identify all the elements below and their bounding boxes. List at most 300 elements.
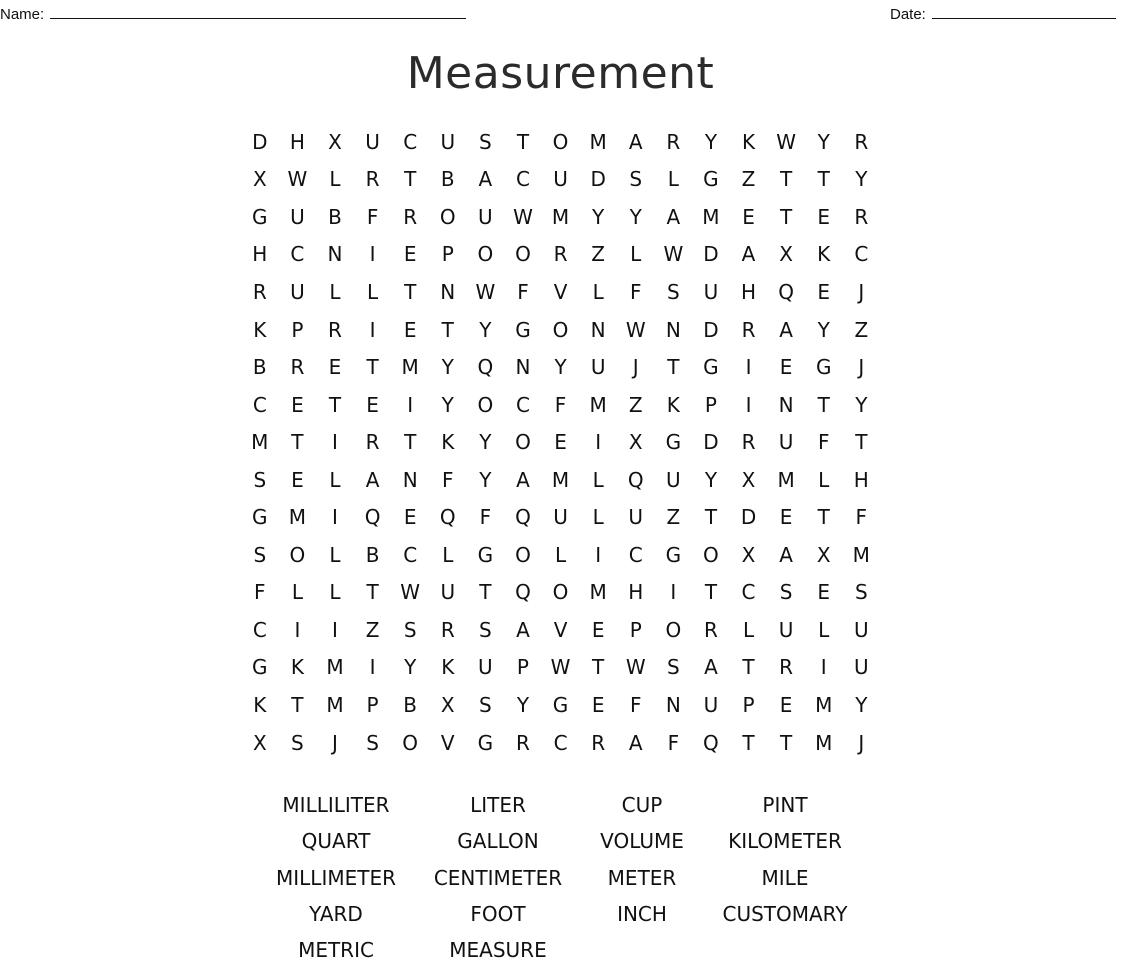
- grid-letter: U: [478, 204, 493, 229]
- grid-letter: I: [294, 617, 301, 642]
- grid-letter: O: [477, 392, 494, 417]
- grid-letter: U: [853, 655, 869, 680]
- grid-letter: L: [329, 467, 341, 492]
- grid-letter: Z: [591, 242, 605, 267]
- grid-letter: U: [628, 505, 644, 530]
- grid-letter: L: [818, 617, 830, 642]
- grid-letter: R: [252, 279, 267, 304]
- word-bank-item: VOLUME: [600, 829, 684, 854]
- grid-letter: F: [254, 580, 266, 605]
- grid-letter: C: [403, 542, 418, 567]
- grid-letter: U: [553, 167, 568, 192]
- grid-letter: O: [477, 242, 494, 267]
- grid-letter: G: [515, 317, 531, 342]
- grid-letter: F: [517, 279, 529, 304]
- grid-letter: V: [440, 730, 455, 755]
- grid-letter: K: [290, 655, 304, 680]
- grid-letter: Z: [854, 317, 869, 342]
- name-label: Name:: [0, 6, 45, 23]
- grid-letter: E: [817, 279, 831, 304]
- grid-letter: Q: [703, 730, 719, 755]
- grid-letter: R: [779, 655, 794, 680]
- grid-letter: X: [252, 167, 267, 192]
- grid-letter: K: [741, 129, 756, 154]
- grid-letter: B: [328, 204, 342, 229]
- grid-letter: S: [366, 730, 379, 755]
- grid-letter: A: [365, 467, 380, 492]
- grid-letter: F: [817, 430, 830, 455]
- grid-letter: F: [479, 505, 492, 530]
- grid-letter: C: [252, 392, 267, 417]
- word-bank-item: METRIC: [298, 938, 374, 963]
- grid-letter: F: [667, 730, 680, 755]
- grid-letter: R: [591, 730, 606, 755]
- grid-letter: R: [365, 430, 380, 455]
- grid-letter: I: [670, 580, 677, 605]
- grid-letter: T: [441, 317, 454, 342]
- grid-letter: I: [745, 355, 752, 380]
- grid-letter: I: [332, 617, 338, 642]
- grid-letter: E: [779, 355, 793, 380]
- grid-letter: Q: [778, 279, 794, 304]
- grid-letter: I: [595, 542, 602, 567]
- grid-letter: F: [554, 392, 567, 417]
- grid-letter: K: [253, 692, 267, 717]
- grid-letter: G: [252, 204, 268, 229]
- grid-letter: D: [590, 167, 606, 192]
- grid-letter: X: [328, 129, 342, 154]
- grid-letter: N: [590, 317, 606, 342]
- grid-letter: T: [704, 580, 718, 605]
- grid-letter: V: [553, 279, 568, 304]
- word-bank-item: INCH: [617, 902, 667, 927]
- grid-letter: R: [666, 129, 681, 154]
- date-field: [890, 4, 1116, 23]
- grid-letter: W: [776, 129, 796, 154]
- grid-letter: D: [740, 505, 757, 530]
- grid-letter: Q: [627, 467, 644, 492]
- grid-letter: W: [513, 204, 533, 229]
- grid-letter: T: [817, 167, 830, 192]
- grid-letter: E: [591, 617, 605, 642]
- grid-letter: Y: [817, 317, 830, 342]
- grid-letter: E: [817, 580, 831, 605]
- grid-letter: T: [855, 430, 868, 455]
- grid-letter: U: [290, 279, 305, 304]
- grid-letter: T: [366, 355, 379, 380]
- grid-letter: A: [704, 655, 718, 680]
- grid-letter: Y: [817, 129, 830, 154]
- grid-letter: P: [629, 617, 642, 642]
- grid-letter: A: [478, 167, 493, 192]
- grid-letter: V: [553, 617, 568, 642]
- word-bank-item: GALLON: [457, 829, 539, 854]
- grid-letter: E: [817, 204, 831, 229]
- grid-letter: S: [666, 279, 680, 304]
- grid-letter: W: [625, 655, 646, 680]
- grid-letter: U: [365, 129, 380, 154]
- grid-letter: U: [703, 279, 719, 304]
- grid-letter: Y: [479, 430, 492, 455]
- grid-letter: Y: [704, 129, 718, 154]
- grid-letter: R: [854, 204, 869, 229]
- grid-letter: L: [592, 279, 604, 304]
- grid-letter: K: [441, 430, 455, 455]
- grid-letter: G: [252, 505, 268, 530]
- grid-letter: B: [365, 542, 380, 567]
- grid-letter: S: [854, 580, 868, 605]
- grid-letter: Y: [404, 655, 417, 680]
- grid-letter: B: [252, 355, 267, 380]
- grid-letter: M: [777, 467, 795, 492]
- grid-letter: C: [553, 730, 568, 755]
- grid-letter: H: [853, 467, 869, 492]
- grid-letter: G: [815, 355, 832, 380]
- grid-letter: Y: [855, 392, 868, 417]
- grid-letter: O: [552, 580, 569, 605]
- grid-letter: L: [667, 167, 679, 192]
- grid-letter: F: [629, 692, 642, 717]
- grid-letter: S: [253, 542, 267, 567]
- grid-letter: L: [630, 242, 642, 267]
- grid-letter: T: [780, 167, 793, 192]
- grid-letter: R: [854, 129, 869, 154]
- grid-letter: I: [332, 430, 338, 455]
- grid-letter: U: [778, 430, 794, 455]
- grid-letter: D: [252, 129, 268, 154]
- grid-letter: C: [741, 580, 756, 605]
- grid-letter: E: [403, 505, 417, 530]
- grid-letter: U: [553, 505, 568, 530]
- grid-letter: Y: [479, 317, 492, 342]
- date-label: Date:: [890, 6, 926, 23]
- grid-letter: T: [516, 129, 530, 154]
- grid-letter: M: [401, 355, 419, 380]
- word-bank-item: MEASURE: [449, 938, 547, 963]
- grid-letter: E: [403, 242, 417, 267]
- grid-letter: E: [291, 467, 304, 492]
- grid-letter: L: [442, 542, 454, 567]
- grid-letter: A: [779, 317, 793, 342]
- grid-letter: A: [628, 129, 643, 154]
- grid-letter: K: [817, 242, 831, 267]
- grid-letter: U: [290, 204, 305, 229]
- grid-letter: F: [366, 204, 379, 229]
- grid-letter: L: [329, 580, 341, 605]
- grid-letter: N: [440, 279, 456, 304]
- word-bank-item: YARD: [309, 902, 363, 927]
- grid-letter: H: [628, 580, 644, 605]
- grid-letter: M: [551, 204, 570, 229]
- grid-letter: M: [326, 655, 344, 680]
- grid-letter: E: [328, 355, 342, 380]
- grid-letter: I: [595, 430, 602, 455]
- grid-letter: P: [291, 317, 304, 342]
- grid-letter: C: [628, 542, 643, 567]
- grid-letter: Y: [441, 392, 454, 417]
- grid-letter: L: [742, 617, 755, 642]
- grid-letter: M: [589, 580, 607, 605]
- grid-letter: T: [592, 655, 605, 680]
- grid-letter: Y: [629, 204, 642, 229]
- grid-letter: T: [291, 430, 304, 455]
- grid-letter: R: [553, 242, 568, 267]
- grid-letter: P: [366, 692, 379, 717]
- grid-letter: T: [366, 580, 379, 605]
- grid-letter: I: [332, 505, 338, 530]
- grid-letter: Q: [515, 505, 531, 530]
- grid-letter: G: [665, 542, 682, 567]
- grid-letter: S: [479, 129, 492, 154]
- grid-letter: D: [703, 242, 719, 267]
- grid-letter: E: [742, 204, 755, 229]
- grid-letter: T: [404, 430, 417, 455]
- grid-letter: U: [778, 617, 794, 642]
- grid-letter: P: [441, 242, 454, 267]
- grid-letter: O: [439, 204, 456, 229]
- grid-letter: R: [703, 617, 718, 642]
- grid-letter: Y: [855, 692, 868, 717]
- word-bank: [255, 787, 865, 968]
- grid-letter: L: [329, 542, 341, 567]
- grid-letter: D: [703, 317, 719, 342]
- word-bank-item: CUSTOMARY: [722, 902, 848, 927]
- grid-letter: E: [291, 392, 304, 417]
- grid-letter: M: [288, 505, 307, 530]
- grid-letter: Y: [516, 692, 530, 717]
- word-bank-item: MILLILITER: [282, 793, 390, 818]
- grid-letter: E: [591, 692, 605, 717]
- grid-letter: C: [290, 242, 305, 267]
- grid-letter: K: [441, 655, 455, 680]
- grid-letter: S: [479, 692, 492, 717]
- grid-letter: M: [551, 467, 570, 492]
- grid-letter: T: [780, 204, 793, 229]
- grid-letter: N: [778, 392, 794, 417]
- grid-letter: P: [704, 392, 717, 417]
- grid-letter: N: [402, 467, 418, 492]
- grid-letter: Y: [704, 467, 718, 492]
- grid-letter: S: [291, 730, 304, 755]
- grid-letter: R: [403, 204, 418, 229]
- grid-letter: G: [252, 655, 268, 680]
- grid-letter: E: [403, 317, 417, 342]
- grid-letter: T: [704, 505, 718, 530]
- grid-letter: G: [703, 355, 719, 380]
- grid-letter: D: [703, 430, 719, 455]
- grid-letter: H: [289, 129, 305, 154]
- grid-letter: L: [592, 467, 604, 492]
- name-field: [0, 4, 466, 23]
- grid-letter: R: [328, 317, 342, 342]
- grid-letter: Q: [439, 505, 456, 530]
- grid-letter: X: [741, 467, 756, 492]
- grid-letter: W: [663, 242, 684, 267]
- grid-letter: Y: [554, 355, 567, 380]
- grid-letter: F: [629, 279, 642, 304]
- grid-letter: C: [252, 617, 267, 642]
- grid-letter: X: [779, 242, 793, 267]
- grid-letter: G: [552, 692, 569, 717]
- grid-letter: R: [290, 355, 305, 380]
- date-blank-line: [932, 4, 1116, 19]
- grid-letter: Q: [364, 505, 381, 530]
- grid-letter: M: [326, 692, 344, 717]
- grid-letter: I: [369, 242, 376, 267]
- word-bank-item: KILOMETER: [728, 829, 842, 854]
- grid-letter: N: [665, 692, 681, 717]
- grid-letter: S: [403, 617, 417, 642]
- grid-letter: M: [702, 204, 720, 229]
- grid-letter: X: [816, 542, 831, 567]
- grid-letter: O: [552, 317, 569, 342]
- grid-letter: B: [440, 167, 455, 192]
- grid-letter: W: [625, 317, 646, 342]
- grid-letter: F: [442, 467, 454, 492]
- grid-letter: Z: [666, 505, 681, 530]
- word-bank-item: CENTIMETER: [433, 865, 563, 890]
- grid-letter: J: [858, 279, 865, 304]
- grid-letter: O: [289, 542, 306, 567]
- grid-letter: L: [329, 279, 341, 304]
- grid-letter: F: [855, 505, 868, 530]
- grid-letter: A: [628, 730, 643, 755]
- grid-letter: M: [589, 392, 607, 417]
- word-bank-item: MILLIMETER: [276, 865, 396, 890]
- word-bank-item: FOOT: [470, 902, 526, 927]
- grid-letter: O: [703, 542, 719, 567]
- grid-letter: O: [515, 542, 531, 567]
- grid-letter: M: [815, 692, 833, 717]
- grid-letter: U: [440, 580, 456, 605]
- grid-letter: G: [703, 167, 719, 192]
- grid-letter: T: [328, 392, 342, 417]
- grid-letter: O: [515, 242, 531, 267]
- grid-letter: W: [550, 655, 571, 680]
- grid-letter: C: [515, 167, 530, 192]
- grid-letter: R: [365, 167, 380, 192]
- grid-letter: U: [478, 655, 493, 680]
- grid-letter: J: [632, 355, 639, 380]
- word-bank-item: QUART: [301, 829, 371, 854]
- grid-letter: C: [515, 392, 530, 417]
- grid-letter: K: [253, 317, 267, 342]
- grid-letter: T: [404, 167, 417, 192]
- word-bank-item: LITER: [470, 793, 526, 818]
- grid-letter: Z: [365, 617, 380, 642]
- grid-letter: X: [440, 692, 455, 717]
- letter-grid: [241, 123, 880, 761]
- word-bank-item: METER: [607, 865, 677, 890]
- grid-letter: M: [589, 129, 607, 154]
- word-bank-item: PINT: [762, 793, 808, 818]
- grid-letter: J: [858, 355, 865, 380]
- grid-letter: L: [329, 167, 341, 192]
- grid-letter: H: [252, 242, 268, 267]
- grid-letter: Y: [592, 204, 605, 229]
- grid-letter: U: [703, 692, 719, 717]
- grid-letter: X: [628, 430, 643, 455]
- grid-letter: B: [403, 692, 418, 717]
- grid-letter: U: [853, 617, 869, 642]
- grid-letter: H: [740, 279, 757, 304]
- grid-letter: E: [366, 392, 379, 417]
- grid-letter: L: [554, 542, 567, 567]
- grid-letter: J: [332, 730, 338, 755]
- grid-letter: G: [477, 542, 494, 567]
- grid-letter: L: [367, 279, 379, 304]
- grid-letter: A: [666, 204, 681, 229]
- grid-letter: T: [667, 355, 680, 380]
- grid-letter: R: [741, 430, 756, 455]
- word-bank-item: MILE: [761, 865, 809, 890]
- grid-letter: S: [629, 167, 643, 192]
- grid-letter: S: [479, 617, 492, 642]
- grid-letter: N: [665, 317, 681, 342]
- name-blank-line: [50, 4, 466, 19]
- grid-letter: M: [815, 730, 833, 755]
- grid-letter: U: [590, 355, 606, 380]
- grid-letter: I: [745, 392, 752, 417]
- grid-letter: T: [742, 655, 755, 680]
- grid-letter: A: [516, 617, 530, 642]
- grid-letter: Z: [628, 392, 643, 417]
- grid-letter: C: [403, 129, 418, 154]
- grid-letter: A: [516, 467, 530, 492]
- grid-letter: O: [665, 617, 682, 642]
- grid-letter: W: [287, 167, 308, 192]
- grid-letter: O: [552, 129, 569, 154]
- grid-letter: T: [817, 392, 830, 417]
- grid-letter: P: [742, 692, 755, 717]
- grid-letter: I: [407, 392, 414, 417]
- grid-letter: R: [440, 617, 455, 642]
- grid-letter: L: [592, 505, 604, 530]
- grid-letter: U: [666, 467, 681, 492]
- grid-letter: O: [515, 430, 531, 455]
- grid-letter: M: [852, 542, 870, 567]
- grid-letter: Y: [479, 467, 492, 492]
- grid-letter: T: [742, 730, 755, 755]
- grid-letter: W: [475, 279, 496, 304]
- grid-letter: T: [404, 279, 417, 304]
- grid-letter: L: [818, 467, 830, 492]
- grid-letter: W: [400, 580, 421, 605]
- grid-letter: R: [741, 317, 756, 342]
- grid-letter: C: [854, 242, 869, 267]
- word-bank-item: CUP: [621, 793, 663, 818]
- grid-letter: E: [779, 692, 793, 717]
- grid-letter: N: [515, 355, 531, 380]
- grid-letter: I: [369, 317, 376, 342]
- grid-letter: P: [516, 655, 529, 680]
- grid-letter: G: [477, 730, 494, 755]
- grid-letter: N: [327, 242, 343, 267]
- grid-letter: O: [402, 730, 419, 755]
- grid-letter: E: [779, 505, 793, 530]
- grid-letter: A: [779, 542, 793, 567]
- grid-letter: T: [479, 580, 492, 605]
- grid-letter: J: [858, 730, 865, 755]
- grid-letter: E: [554, 430, 567, 455]
- grid-letter: A: [741, 242, 756, 267]
- grid-letter: S: [779, 580, 793, 605]
- grid-letter: T: [780, 730, 793, 755]
- grid-letter: Z: [741, 167, 756, 192]
- grid-letter: I: [820, 655, 827, 680]
- grid-letter: X: [741, 542, 756, 567]
- grid-letter: S: [666, 655, 680, 680]
